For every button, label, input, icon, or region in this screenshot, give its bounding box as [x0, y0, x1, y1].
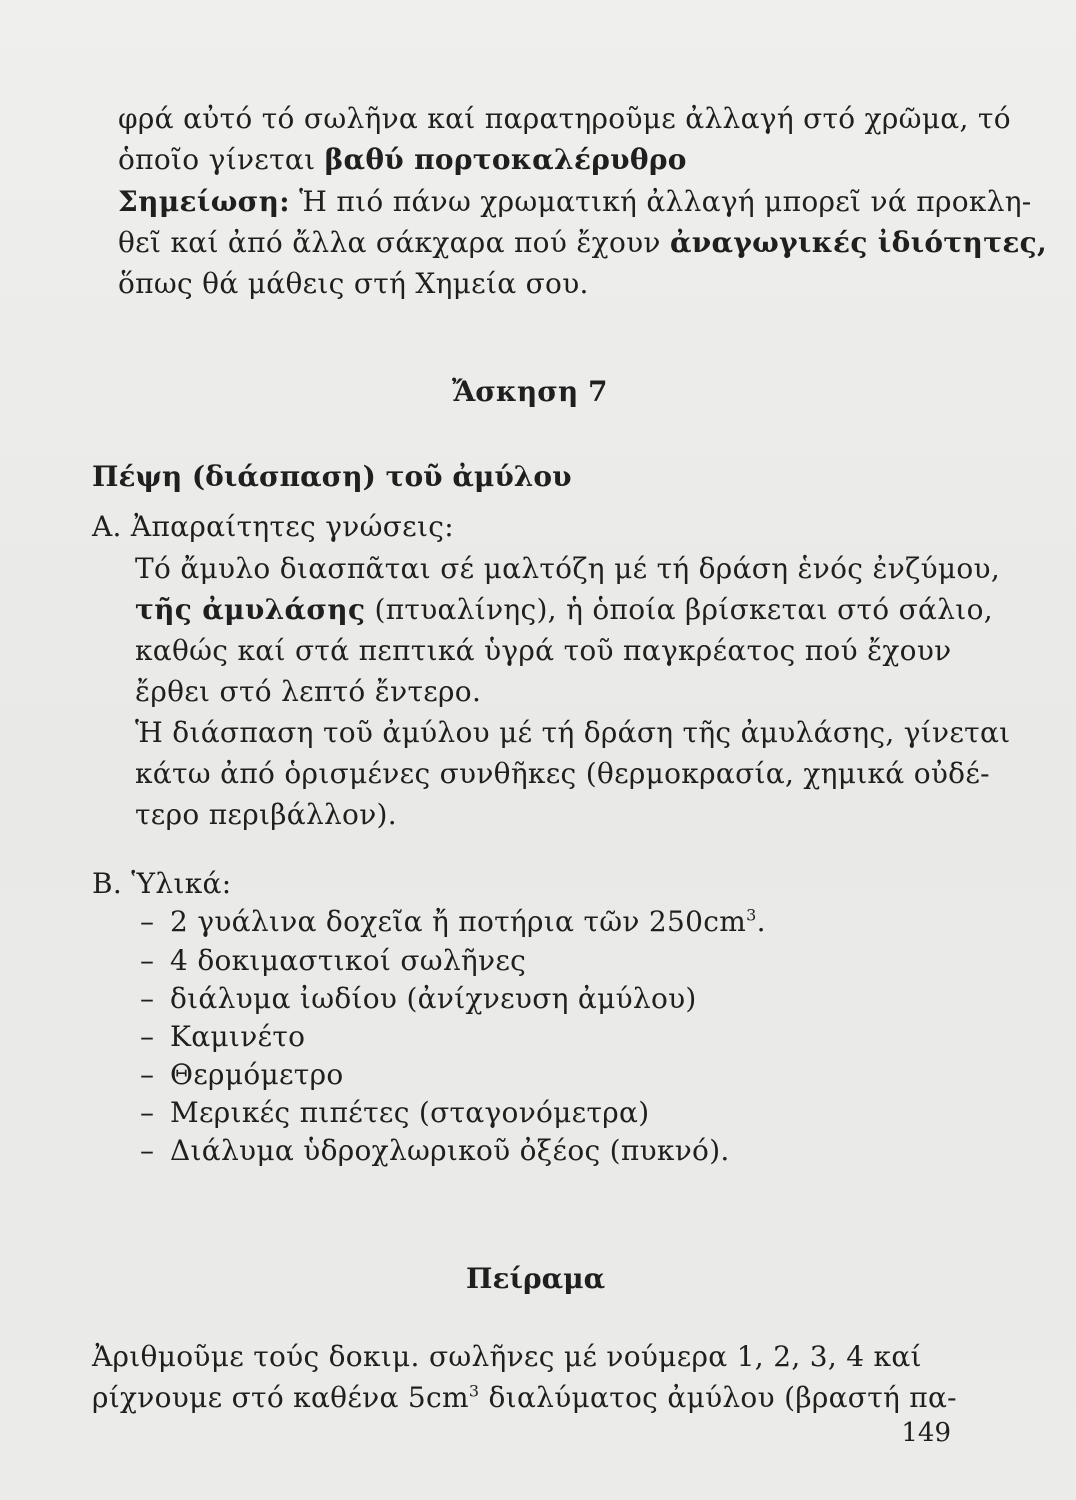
materials-item-suffix: . [756, 905, 766, 938]
note-line-2-text: θεῖ καί ἀπό ἄλλα σάκχαρα πού ἔχουν [118, 226, 670, 259]
exercise-subtitle: Πέψη (διάσπαση) τοῦ ἀμύλου [92, 460, 572, 493]
experiment-line-2-sup: 3 [468, 1381, 480, 1401]
exercise-title: Ἄσκηση 7 [452, 375, 608, 408]
note-line-1 [118, 185, 1032, 219]
materials-item [140, 1058, 344, 1092]
materials-item [140, 1020, 305, 1054]
list-dash: – [140, 1096, 155, 1129]
note-line-2-bold: ἀναγωγικές ἰδιότητες, [669, 226, 1048, 259]
materials-item-text: Μερικές πιπέτες (σταγονόμετρα) [170, 1096, 650, 1129]
materials-item-text: διάλυμα ἰωδίου (ἀνίχνευση ἀμύλου) [170, 982, 697, 1015]
experiment-line-1: Ἀριθμοῦμε τούς δοκιμ. σωλῆνες μέ νούμερα 1, 2, 3, 4 καί [92, 1340, 922, 1373]
section-a-p1-line-2 [135, 593, 993, 627]
list-dash: – [140, 1020, 155, 1053]
materials-item-text: Θερμόμετρο [170, 1058, 344, 1091]
section-a-p1-line-2-bold: τῆς ἀμυλάσης [135, 593, 366, 626]
section-a-p2-line-3: τερο περιβάλλον). [135, 798, 397, 831]
list-dash: – [140, 1058, 155, 1091]
materials-item-text: 2 γυάλινα δοχεῖα ἤ ποτήρια τῶν 250cm [170, 905, 747, 938]
section-a-p1-line-3: καθώς καί στά πεπτικά ὑγρά τοῦ παγκρέατος πού ἔχουν [135, 634, 952, 667]
section-b-label: Β. Ὑλικά: [92, 867, 232, 900]
experiment-line-2-text: ρίχνουμε στό καθένα 5cm [92, 1381, 469, 1414]
materials-item-text: Καμινέτο [170, 1020, 306, 1053]
intro-line-2-text: ὁποῖο γίνεται [118, 143, 325, 176]
list-dash: – [140, 944, 155, 977]
materials-item [140, 1096, 649, 1130]
section-a-p1-line-1: Τό ἄμυλο διασπᾶται σέ μαλτόζη μέ τή δράση ἑνός ἐνζύμου, [135, 552, 1001, 585]
note-line-2 [118, 226, 1047, 260]
section-a-p1-line-4: ἔρθει στό λεπτό ἔντερο. [135, 675, 482, 708]
intro-line-2-bold: βαθύ πορτοκαλέρυθρο [324, 143, 687, 176]
materials-item [140, 944, 526, 978]
experiment-line-2-rest: διαλύματος ἀμύλου (βραστή πα- [479, 1381, 957, 1414]
intro-line-2 [118, 143, 687, 177]
experiment-line-2 [92, 1381, 957, 1415]
list-dash: – [140, 1134, 155, 1167]
section-a-p2-line-2: κάτω ἀπό ὁρισμένες συνθῆκες (θερμοκρασία, χημικά οὐδέ- [135, 757, 990, 790]
materials-item [140, 1134, 730, 1168]
list-dash: – [140, 982, 155, 1015]
section-a-label: Α. Ἀπαραίτητες γνώσεις: [92, 510, 454, 543]
page-number: 149 [901, 1418, 951, 1448]
intro-line-1: φρά αὐτό τό σωλῆνα καί παρατηροῦμε ἀλλαγή στό χρῶμα, τό [118, 102, 1011, 135]
materials-item-sup: 3 [746, 905, 757, 925]
materials-item-text: Διάλυμα ὑδροχλωρικοῦ ὀξέος (πυκνό). [170, 1134, 730, 1167]
materials-item-text: 4 δοκιμαστικοί σωλῆνες [170, 944, 527, 977]
note-line-3: ὅπως θά μάθεις στή Χημεία σου. [118, 267, 589, 300]
list-dash: – [140, 905, 155, 938]
materials-item [140, 905, 766, 939]
experiment-title: Πείραμα [466, 1262, 606, 1295]
materials-item [140, 982, 697, 1016]
note-line-1-text: Ἡ πιό πάνω χρωματική ἀλλαγή μπορεῖ νά προκλη- [289, 185, 1032, 218]
section-a-p2-line-1: Ἡ διάσπαση τοῦ ἀμύλου μέ τή δράση τῆς ἀμυλάσης, γίνεται [135, 716, 1011, 749]
section-a-p1-line-2-text: (πτυαλίνης), ἡ ὁποία βρίσκεται στό σάλιο, [365, 593, 993, 626]
note-label: Σημείωση: [118, 185, 290, 218]
